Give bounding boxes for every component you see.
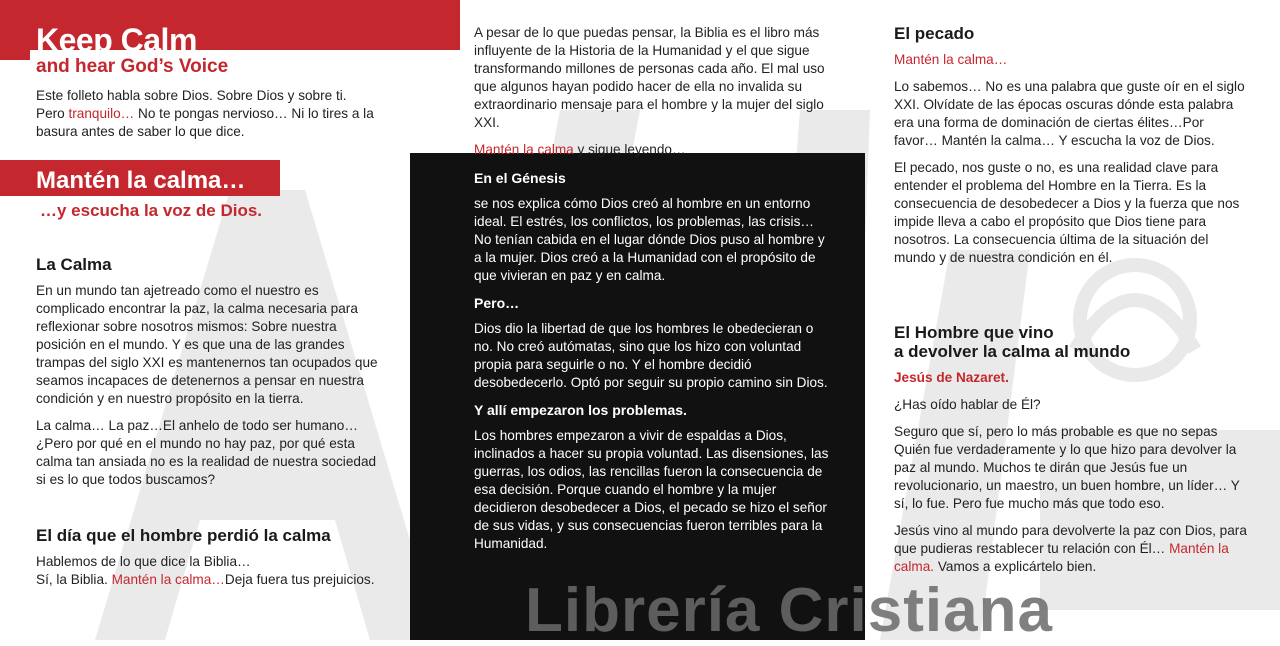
dia-section [36, 527, 396, 598]
middle-paragraph-1: A pesar de lo que puedas pensar, la Biblia es el libro más influyente de la Historia de la Humanidad y el que sigue transformando millones de personas cada año. El mal uso que algunos hayan podido hacer de ella no invalida su extraordinario mensaje para el hombre y la mujer del siglo XXI. [474, 25, 825, 130]
hombre-p3-highlight: Mantén la calma. [894, 541, 1229, 574]
hombre-paragraph-1: ¿Has oído hablar de Él? [894, 397, 1041, 412]
hombre-p3-pre: Jesús vino al mundo para devolverte la paz con Dios, para que pudieras restablecer tu relación con Él… [894, 523, 1247, 556]
genesis-paragraph: se nos explica cómo Dios creó al hombre en un entorno ideal. El estrés, los conflictos, los problemas, las crisis… No tenían cabida en el lugar dónde Dios puso al hombre y a la mujer. Dios creó a la Humanidad con el propósito de que vivieran en paz y en calma. [474, 196, 825, 283]
calma-paragraph-2: La calma… La paz…El anhelo de todo ser humano… ¿Pero por qué en el mundo no hay paz, por qué esta calma tan ansiada no es la realidad de nuestra sociedad si es lo que todos buscamos? [36, 418, 377, 487]
hombre-heading-line2: a devolver la calma al mundo [894, 342, 1131, 361]
section-title-mantén: Mantén la calma… [36, 167, 246, 194]
pecado-paragraph-2: El pecado, nos guste o no, es una realidad clave para entender el problema del Hombre en la Tierra. Es la consecuencia de desobedecer a Dios y la fuerza que nos impide lleva a cabo el propósito que Dios tiene para nosotros. La consecuencia última de la situación del mundo y de nuestra condición en él. [894, 160, 1240, 265]
dia-post: Deja fuera tus prejuicios. [224, 572, 375, 587]
problemas-heading: Y allí empezaron los problemas. [474, 402, 687, 418]
pero-heading: Pero… [474, 295, 520, 311]
hombre-paragraph-3 [894, 522, 1252, 576]
page-subtitle: and hear God’s Voice [36, 56, 229, 77]
dia-text [36, 553, 396, 589]
page-title: Keep Calm [36, 22, 197, 58]
middle-highlight: Mantén la calma [474, 142, 574, 157]
dia-heading: El día que el hombre perdió la calma [36, 526, 331, 545]
calma-paragraph-1: En un mundo tan ajetreado como el nuestro es complicado encontrar la paz, la calma necesaria para reflexionar sobre nosotros mismos: Sobre nuestra posición en el mundo. Y es que una de las grandes trampas del siglo XXI es mantenernos tan ocupados que seamos incapaces de detenernos a pensar en nuestra condición y en nuestro propósito en la tierra. [36, 283, 378, 406]
watermark-text: Librería Cristiana [525, 576, 1053, 645]
intro-text [36, 87, 381, 141]
dia-pre: Sí, la Biblia. [36, 572, 112, 587]
pecado-paragraph-1: Lo sabemos… No es una palabra que guste oír en el siglo XXI. Olvídate de las épocas oscuras dónde esta palabra era una forma de dominación de ciertas élites…Por favor… Mantén la calma… Y escucha la voz de Dios. [894, 79, 1245, 148]
middle-rest: y sigue leyendo… [573, 142, 686, 157]
intro-highlight: tranquilo… [68, 106, 135, 121]
intro-post: No te pongas nervioso… Ni lo tires a la basura antes de saber lo que dice. [36, 106, 374, 139]
hombre-section [894, 323, 1252, 585]
genesis-heading: En el Génesis [474, 170, 566, 186]
hombre-subheading: Jesús de Nazaret. [894, 370, 1009, 385]
problemas-paragraph: Los hombres empezaron a vivir de espaldas a Dios, inclinados a hacer su propia voluntad. Las disensiones, las guerras, los odios, las rencillas fueron la consecuencia de esa decisión. Porque cuando el hombre y la mujer decidieron desobedecer a Dios, el pecado se hizo el señor de sus vidas, y sus consecuencias fueron terribles para la Humanidad. [474, 428, 829, 551]
calma-section [36, 256, 388, 498]
genesis-section [474, 169, 834, 562]
middle-paragraph-2 [474, 141, 829, 159]
hombre-heading [894, 323, 1252, 361]
middle-intro [474, 24, 829, 168]
intro-pre: Pero [36, 106, 69, 121]
hombre-p3-post: Vamos a explicártelo bien. [934, 559, 1097, 574]
intro-block [36, 87, 381, 150]
pecado-heading: El pecado [894, 24, 975, 43]
pero-paragraph: Dios dio la libertad de que los hombres le obedecieran o no. No creó autómatas, sino que los hizo con voluntad propia para seguirle o no. Y el hombre decidió desobedecerlo. Optó por seguir su propio camino sin Dios. [474, 321, 828, 390]
pecado-section [894, 25, 1249, 276]
title-red-bar-left [0, 0, 30, 60]
dia-highlight: Mantén la calma… [111, 572, 225, 587]
dia-line1: Hablemos de lo que dice la Biblia… [36, 554, 251, 569]
calma-heading: La Calma [36, 255, 112, 274]
section-subtitle-escucha: …y escucha la voz de Dios. [40, 201, 263, 220]
hombre-paragraph-2: Seguro que sí, pero lo más probable es que no sepas Quién fue verdaderamente y lo que hizo para devolver la paz al mundo. Muchos te dirán que Jesús fue un revolucionario, un maestro, un buen hombre, un líder… Y sí, lo fue. Pero fue mucho más que todo eso. [894, 424, 1240, 511]
intro-line1: Este folleto habla sobre Dios. Sobre Dios y sobre ti. [36, 88, 347, 103]
pecado-subheading: Mantén la calma… [894, 52, 1008, 67]
hombre-heading-line1: El Hombre que vino [894, 323, 1054, 342]
